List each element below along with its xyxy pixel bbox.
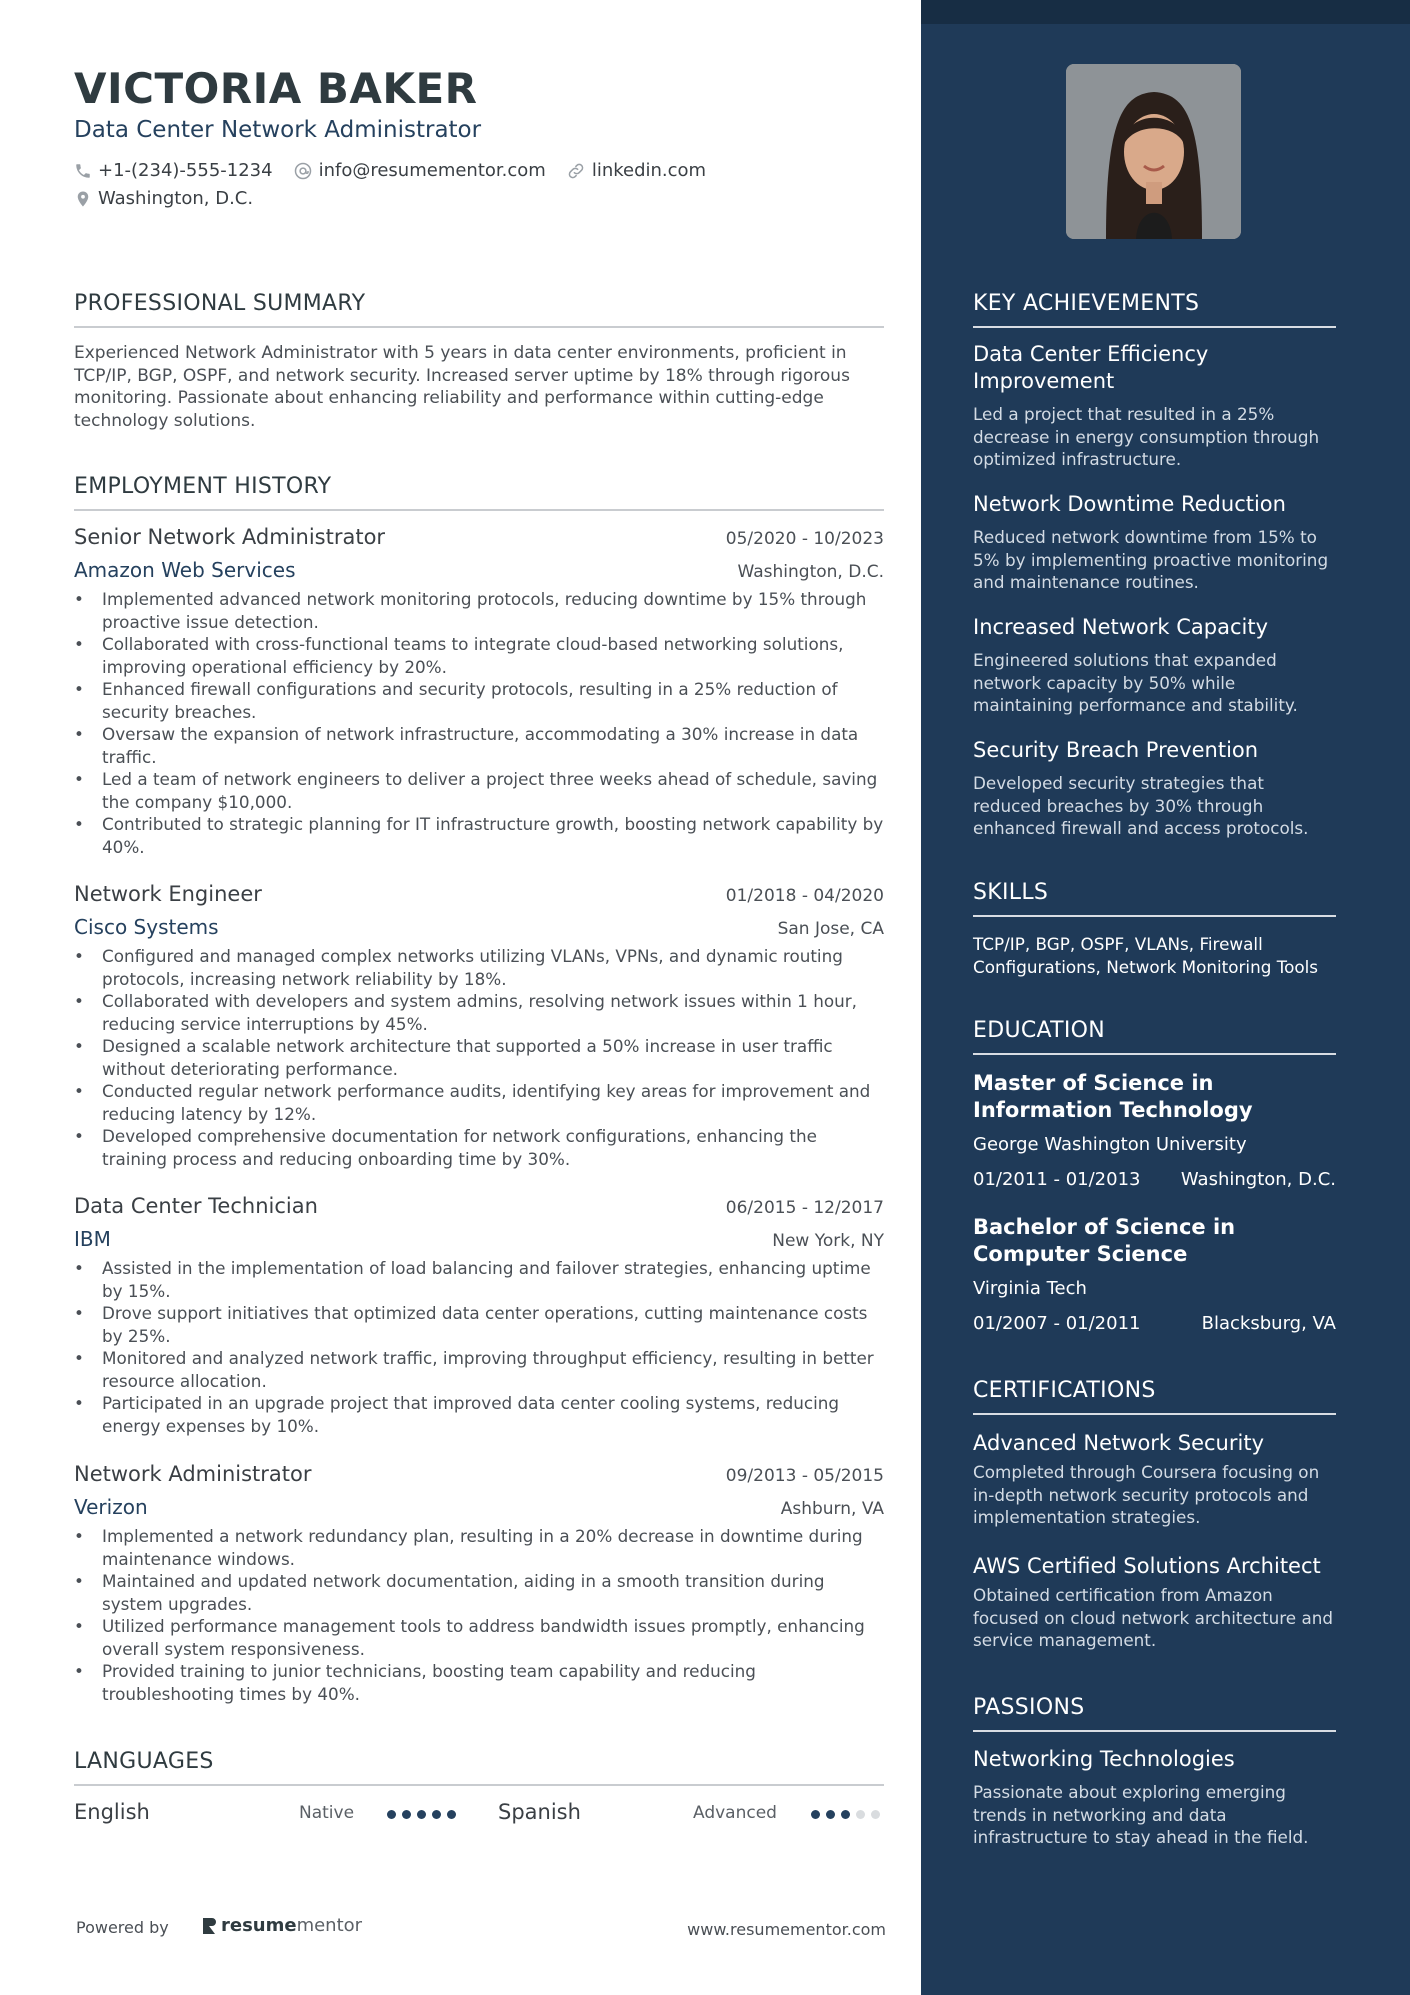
job-role: Network Administrator <box>74 1462 312 1486</box>
powered-by-text: Powered by <box>76 1918 169 1937</box>
candidate-title: Data Center Network Administrator <box>74 117 482 143</box>
skills-heading: SKILLS <box>973 880 1336 917</box>
job-bullet: • Contributed to strategic planning for IT infrastructure growth, boosting network capability by 40%. <box>74 813 884 858</box>
education-dates: 01/2007 - 01/2011 <box>973 1313 1141 1334</box>
proficiency-dot-empty <box>871 1810 880 1819</box>
achievement-text: Led a project that resulted in a 25% decrease in energy consumption through optimized infrastructure. <box>973 404 1320 469</box>
language-item <box>498 1800 581 1824</box>
job-bullet: • Configured and managed complex networks utilizing VLANs, VPNs, and dynamic routing protocols, increasing network reliability by 18%. <box>74 945 884 990</box>
achievement-title: Data Center Efficiency Improvement <box>973 342 1209 393</box>
logo-light-text: mentor <box>296 1915 363 1936</box>
job-bullet: • Collaborated with cross-functional teams to integrate cloud-based networking solutions, improving operational efficiency by 20%. <box>74 633 884 678</box>
contact-row <box>74 160 726 181</box>
job-bullet: • Enhanced firewall configurations and security protocols, resulting in a 25% reduction of security breaches. <box>74 678 884 723</box>
certification-item <box>973 1553 1336 1652</box>
education-dates: 01/2011 - 01/2013 <box>973 1169 1141 1190</box>
job-bullet: • Led a team of network engineers to deliver a project three weeks ahead of schedule, saving the company $10,000. <box>74 768 884 813</box>
education-degree: Bachelor of Science in Computer Science <box>973 1215 1236 1266</box>
job-bullet: • Provided training to junior technicians, boosting team capability and reducing troubleshooting times by 40%. <box>74 1660 884 1705</box>
job-bullet: • Drove support initiatives that optimized data center operations, cutting maintenance costs by 25%. <box>74 1302 884 1347</box>
job-company: Verizon <box>74 1495 148 1519</box>
job-bullet: • Implemented a network redundancy plan, resulting in a 20% decrease in downtime during maintenance windows. <box>74 1525 884 1570</box>
job-location: Ashburn, VA <box>780 1499 884 1519</box>
link-icon <box>566 161 586 181</box>
job-location: New York, NY <box>772 1231 884 1251</box>
language-level: Native <box>299 1803 355 1823</box>
email-text: info@resumementor.com <box>318 160 546 181</box>
achievement-title: Network Downtime Reduction <box>973 492 1286 516</box>
job-role: Data Center Technician <box>74 1194 318 1218</box>
certification-title: AWS Certified Solutions Architect <box>973 1554 1321 1578</box>
achievement-text: Developed security strategies that reduced breaches by 30% through enhanced firewall and access protocols. <box>973 773 1309 838</box>
education-school: George Washington University <box>973 1134 1247 1155</box>
job-entry <box>74 1194 884 1437</box>
location-row <box>74 188 273 209</box>
education-item <box>973 1070 1336 1190</box>
job-bullet: • Conducted regular network performance audits, identifying key areas for improvement and reducing latency by 12%. <box>74 1080 884 1125</box>
education-location: Washington, D.C. <box>1180 1169 1336 1190</box>
location-contact <box>74 188 253 209</box>
location-pin-icon <box>74 189 92 209</box>
proficiency-dot-filled <box>432 1810 441 1819</box>
achievement-title: Increased Network Capacity <box>973 615 1269 639</box>
job-dates: 09/2013 - 05/2015 <box>725 1466 884 1486</box>
summary-heading: PROFESSIONAL SUMMARY <box>74 291 884 328</box>
phone-text: +1-(234)-555-1234 <box>98 160 273 181</box>
portrait-image <box>1066 64 1241 239</box>
proficiency-dot-filled <box>402 1810 411 1819</box>
passion-item <box>973 1746 1336 1849</box>
achievement-item <box>973 491 1336 594</box>
job-entry <box>74 525 884 858</box>
achievement-item <box>973 341 1336 471</box>
phone-icon <box>74 162 92 180</box>
certification-title: Advanced Network Security <box>973 1431 1264 1455</box>
job-bullet: • Implemented advanced network monitoring protocols, reducing downtime by 15% through proactive issue detection. <box>74 588 884 633</box>
passion-title: Networking Technologies <box>973 1747 1235 1771</box>
certification-text: Completed through Coursera focusing on in-depth network security protocols and implementation strategies. <box>973 1462 1320 1527</box>
job-bullet: • Collaborated with developers and system admins, resolving network issues within 1 hour, reducing service interruptions by 45%. <box>74 990 884 1035</box>
proficiency-dot-filled <box>417 1810 426 1819</box>
proficiency-dot-filled <box>447 1810 456 1819</box>
job-company: IBM <box>74 1227 111 1251</box>
language-level: Advanced <box>693 1803 777 1823</box>
achievement-item <box>973 737 1336 840</box>
at-icon <box>293 161 313 181</box>
passions-heading: PASSIONS <box>973 1695 1336 1732</box>
job-company: Cisco Systems <box>74 915 219 939</box>
job-bullets <box>74 945 884 1170</box>
education-item <box>973 1214 1336 1334</box>
linkedin-contact[interactable] <box>566 160 706 181</box>
language-item <box>74 1800 150 1824</box>
profile-photo <box>1066 64 1241 239</box>
job-dates: 05/2020 - 10/2023 <box>725 529 884 549</box>
languages-list <box>74 1800 884 1830</box>
language-dots <box>387 1810 462 1819</box>
sidebar-top-band <box>921 0 1410 24</box>
job-role: Network Engineer <box>74 882 262 906</box>
resumementor-logo[interactable] <box>200 1915 362 1936</box>
certification-item <box>973 1430 1336 1529</box>
email-contact[interactable] <box>293 160 546 181</box>
proficiency-dot-filled <box>811 1810 820 1819</box>
education-degree: Master of Science in Information Technology <box>973 1071 1253 1122</box>
education-heading: EDUCATION <box>973 1018 1336 1055</box>
phone-contact[interactable] <box>74 160 273 181</box>
job-location: Washington, D.C. <box>737 562 884 582</box>
job-location: San Jose, CA <box>777 919 884 939</box>
employment-heading: EMPLOYMENT HISTORY <box>74 474 884 511</box>
skills-block <box>973 933 1336 978</box>
job-dates: 06/2015 - 12/2017 <box>725 1198 884 1218</box>
education-school: Virginia Tech <box>973 1278 1087 1299</box>
summary-text: Experienced Network Administrator with 5 years in data center environments, proficient in TCP/IP, BGP, OSPF, and network security. Increased server uptime by 18% through rigorous monitoring. Passionate about enhancing reliability and performance within cutting-edge technology solutions. <box>74 343 850 431</box>
job-bullet: • Participated in an upgrade project that improved data center cooling systems, reducing energy expenses by 10%. <box>74 1392 884 1437</box>
education-location: Blacksburg, VA <box>1201 1313 1336 1334</box>
job-role: Senior Network Administrator <box>74 525 386 549</box>
site-link[interactable]: www.resumementor.com <box>687 1920 886 1939</box>
job-bullet: • Designed a scalable network architecture that supported a 50% increase in user traffic without deteriorating performance. <box>74 1035 884 1080</box>
job-bullet: • Maintained and updated network documentation, aiding in a smooth transition during system upgrades. <box>74 1570 884 1615</box>
job-dates: 01/2018 - 04/2020 <box>725 886 884 906</box>
achievement-text: Engineered solutions that expanded network capacity by 50% while maintaining performance and stability. <box>973 650 1298 715</box>
job-bullets <box>74 1257 884 1437</box>
achievement-item <box>973 614 1336 717</box>
job-company: Amazon Web Services <box>74 558 296 582</box>
proficiency-dot-empty <box>856 1810 865 1819</box>
job-bullet: • Monitored and analyzed network traffic, improving throughput efficiency, resulting in better resource allocation. <box>74 1347 884 1392</box>
sidebar <box>921 0 1410 1995</box>
job-entry <box>74 1462 884 1705</box>
languages-heading: LANGUAGES <box>74 1749 884 1786</box>
linkedin-text: linkedin.com <box>591 160 707 181</box>
job-bullets <box>74 588 884 858</box>
proficiency-dot-filled <box>387 1810 396 1819</box>
logo-bold-text: resume <box>221 1915 297 1936</box>
proficiency-dot-filled <box>826 1810 835 1819</box>
achievements-heading: KEY ACHIEVEMENTS <box>973 291 1336 328</box>
proficiency-dot-filled <box>841 1810 850 1819</box>
language-name: English <box>74 1800 150 1824</box>
job-bullet: • Developed comprehensive documentation for network configurations, enhancing the training process and reducing onboarding time by 30%. <box>74 1125 884 1170</box>
certifications-heading: CERTIFICATIONS <box>973 1378 1336 1415</box>
passion-text: Passionate about exploring emerging trends in networking and data infrastructure to stay ahead in the field. <box>973 1782 1309 1847</box>
skills-text: TCP/IP, BGP, OSPF, VLANs, Firewall Configurations, Network Monitoring Tools <box>973 934 1319 977</box>
job-entry <box>74 882 884 1170</box>
job-bullet: • Oversaw the expansion of network infrastructure, accommodating a 30% increase in data traffic. <box>74 723 884 768</box>
language-dots <box>811 1810 886 1819</box>
candidate-name: VICTORIA BAKER <box>74 64 478 113</box>
achievement-text: Reduced network downtime from 15% to 5% by implementing proactive monitoring and maintenance routines. <box>973 527 1329 592</box>
location-text: Washington, D.C. <box>98 188 254 209</box>
job-bullet: • Assisted in the implementation of load balancing and failover strategies, enhancing uptime by 15%. <box>74 1257 884 1302</box>
job-bullets <box>74 1525 884 1705</box>
logo-mark-icon <box>200 1916 218 1936</box>
footer <box>76 1915 886 1945</box>
job-bullet: • Utilized performance management tools to address bandwidth issues promptly, enhancing overall system responsiveness. <box>74 1615 884 1660</box>
achievement-title: Security Breach Prevention <box>973 738 1259 762</box>
language-name: Spanish <box>498 1800 581 1824</box>
certification-text: Obtained certification from Amazon focused on cloud network architecture and service management. <box>973 1585 1334 1650</box>
